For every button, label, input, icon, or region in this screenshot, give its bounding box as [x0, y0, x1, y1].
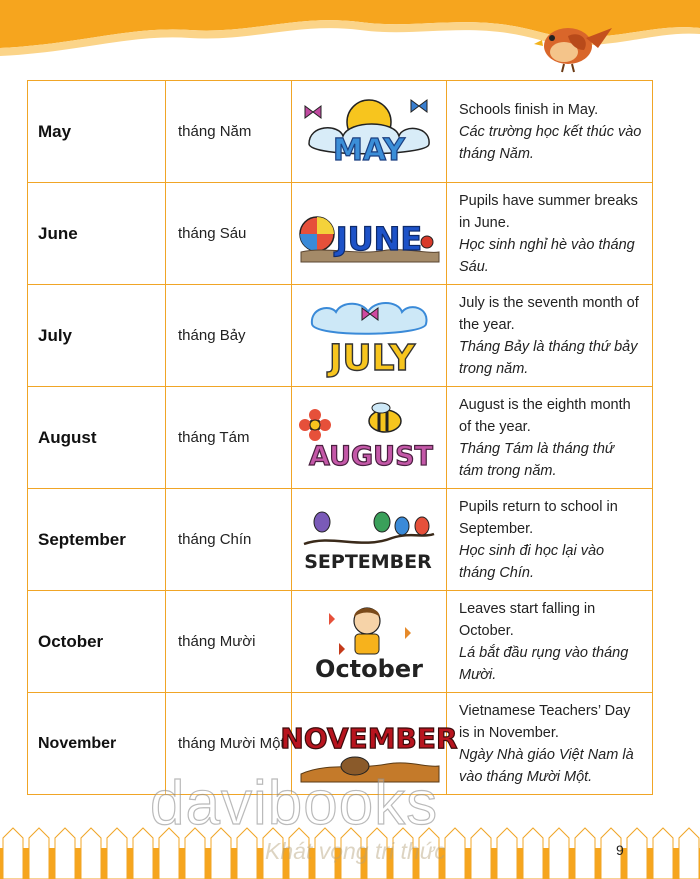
- month-english: September: [28, 489, 166, 591]
- example-english: Vietnamese Teachers’ Day is in November.: [459, 702, 631, 741]
- art-label: JULY: [328, 337, 416, 379]
- month-illustration: [292, 285, 447, 387]
- art-label: MAY: [333, 132, 405, 168]
- table-row: [28, 183, 653, 285]
- fence-picket: [627, 828, 647, 879]
- month-english: June: [28, 183, 166, 285]
- example-english: August is the eighth month of the year.: [459, 396, 631, 435]
- may-illustration: [299, 94, 439, 170]
- month-english: August: [28, 387, 166, 489]
- example-vietnamese: Các trường học kết thúc vào tháng Năm.: [459, 123, 642, 162]
- bird-icon: [528, 14, 614, 74]
- art-label: October: [315, 654, 423, 683]
- art-label: AUGUST: [309, 440, 433, 472]
- fence-picket: [575, 828, 595, 879]
- example-english: Pupils return to school in September.: [459, 498, 618, 537]
- example-cell: [447, 489, 653, 591]
- fence-picket: [653, 828, 673, 879]
- example-vietnamese: Học sinh đi học lại vào tháng Chín.: [459, 542, 605, 581]
- month-illustration: [292, 591, 447, 693]
- month-vietnamese: tháng Sáu: [166, 183, 292, 285]
- example-vietnamese: Lá bắt đầu rụng vào tháng Mười.: [459, 644, 629, 683]
- fence-picket: [29, 828, 49, 879]
- october-illustration: [309, 599, 429, 685]
- month-illustration: [292, 81, 447, 183]
- example-english: Leaves start falling in October.: [459, 600, 596, 639]
- fence-picket: [679, 828, 699, 879]
- example-cell: [447, 285, 653, 387]
- table-row: [28, 285, 653, 387]
- example-cell: [447, 81, 653, 183]
- month-vietnamese: tháng Mười: [166, 591, 292, 693]
- table-row: [28, 387, 653, 489]
- art-label: NOVEMBER: [280, 721, 458, 755]
- month-vietnamese: tháng Tám: [166, 387, 292, 489]
- fence-picket: [523, 828, 543, 879]
- month-vietnamese: tháng Mười Một: [166, 693, 292, 795]
- month-english: July: [28, 285, 166, 387]
- table-row: [28, 591, 653, 693]
- fence-picket: [549, 828, 569, 879]
- month-vietnamese: tháng Chín: [166, 489, 292, 591]
- example-vietnamese: Tháng Tám là tháng thứ tám trong năm.: [459, 440, 615, 479]
- example-cell: [447, 183, 653, 285]
- months-table: [27, 80, 653, 795]
- month-english: November: [28, 693, 166, 795]
- example-english: July is the seventh month of the year.: [459, 294, 639, 333]
- fence-picket: [471, 828, 491, 879]
- month-illustration: [292, 387, 447, 489]
- fence-picket: [445, 828, 465, 879]
- example-english: Pupils have summer breaks in June.: [459, 192, 638, 231]
- month-english: May: [28, 81, 166, 183]
- example-vietnamese: Tháng Bảy là tháng thứ bảy trong năm.: [459, 338, 638, 377]
- fence-picket: [81, 828, 101, 879]
- fence-picket: [107, 828, 127, 879]
- july-illustration: [306, 296, 432, 379]
- june-illustration: [297, 204, 441, 264]
- september-illustration: [302, 504, 436, 576]
- fence-picket: [55, 828, 75, 879]
- watermark-tagline: Khát vọng tri thức: [265, 838, 446, 864]
- fence-picket: [3, 828, 23, 879]
- example-cell: [447, 387, 653, 489]
- month-english: October: [28, 591, 166, 693]
- month-vietnamese: tháng Năm: [166, 81, 292, 183]
- month-illustration: [292, 183, 447, 285]
- art-label: JUNE: [335, 219, 423, 258]
- august-illustration: [299, 403, 439, 473]
- month-illustration: [292, 489, 447, 591]
- example-cell: [447, 693, 653, 795]
- example-vietnamese: Ngày Nhà giáo Việt Nam là vào tháng Mười Một.: [459, 746, 634, 785]
- fence-picket: [497, 828, 517, 879]
- art-label: SEPTEMBER: [304, 550, 432, 573]
- example-english: Schools finish in May.: [459, 101, 599, 118]
- watermark-brand: davibooks: [150, 769, 439, 838]
- example-vietnamese: Học sinh nghỉ hè vào tháng Sáu.: [459, 236, 635, 275]
- page-number: 9: [616, 842, 624, 858]
- table-row: [28, 81, 653, 183]
- month-vietnamese: tháng Bảy: [166, 285, 292, 387]
- table-row: [28, 489, 653, 591]
- example-cell: [447, 591, 653, 693]
